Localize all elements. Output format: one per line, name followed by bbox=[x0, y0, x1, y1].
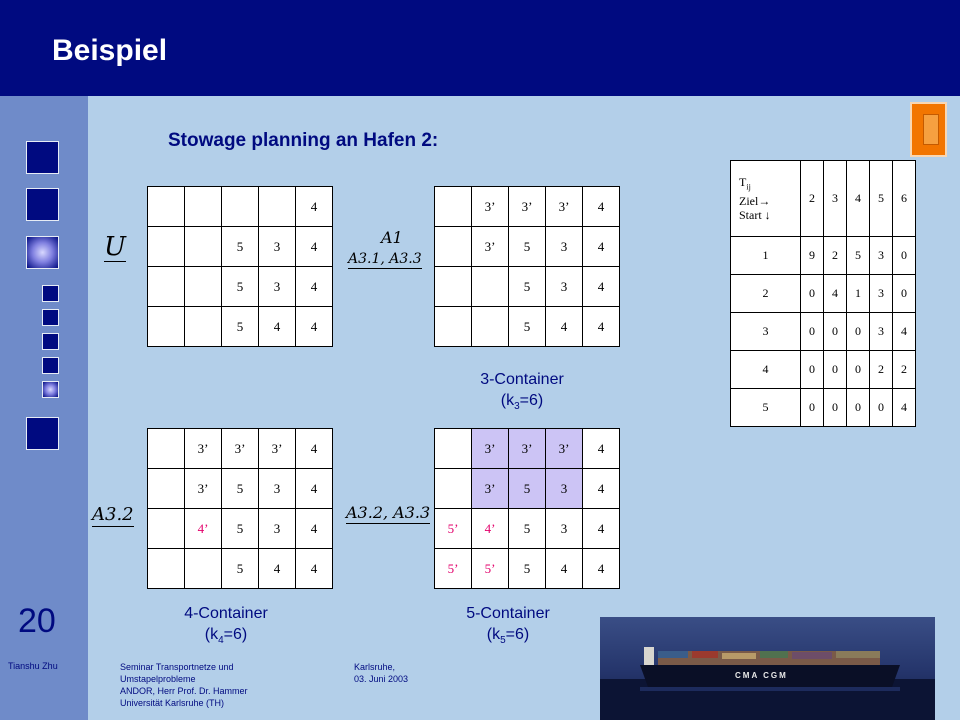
document-page-icon bbox=[923, 114, 939, 145]
grid-cell: 4 bbox=[296, 509, 333, 549]
tij-cell: 3 bbox=[870, 237, 893, 275]
grid-cell: 4 bbox=[583, 509, 620, 549]
grid-row bbox=[148, 549, 333, 589]
grid-cell: 4 bbox=[583, 307, 620, 347]
grid-cell: 5 bbox=[509, 549, 546, 589]
grid-cell: 4 bbox=[583, 429, 620, 469]
tij-cell: 0 bbox=[801, 313, 824, 351]
grid-cell bbox=[472, 267, 509, 307]
grid-cell: 3’ bbox=[509, 429, 546, 469]
tij-cell: 2 bbox=[870, 351, 893, 389]
grid-cell: 4 bbox=[296, 267, 333, 307]
tij-title: $T_{ij}$ bbox=[739, 174, 751, 192]
grid-cell: 3’ bbox=[259, 429, 296, 469]
caption-4-main: 4-Container bbox=[184, 605, 268, 622]
grid-cell: 5 bbox=[509, 227, 546, 267]
grid-cell: 4 bbox=[296, 307, 333, 347]
caption-4-container bbox=[156, 603, 296, 651]
label-a32-text: A3.2 bbox=[92, 504, 134, 525]
label-a32-a33-text: A3.2, A3.3 bbox=[346, 503, 431, 522]
grid-a32 bbox=[147, 428, 333, 589]
grid-cell: 3 bbox=[546, 509, 583, 549]
nav-subbutton-current[interactable] bbox=[42, 381, 59, 398]
grid-cell: 3 bbox=[546, 227, 583, 267]
tij-cell: 3 bbox=[870, 275, 893, 313]
grid-row bbox=[435, 509, 620, 549]
tij-row bbox=[731, 275, 916, 313]
grid-cell: 5 bbox=[222, 267, 259, 307]
grid-cell: 4 bbox=[296, 469, 333, 509]
slide-subtitle: Stowage planning an Hafen 2: bbox=[168, 130, 439, 151]
label-u-text: U bbox=[104, 232, 126, 262]
footer-date: 03. Juni 2003 bbox=[354, 674, 409, 684]
grid-cell bbox=[435, 429, 472, 469]
tij-row bbox=[731, 389, 916, 427]
grid-cell bbox=[148, 187, 185, 227]
tij-cell: 5 bbox=[847, 237, 870, 275]
grid-cell: 5’ bbox=[472, 549, 509, 589]
grid-cell bbox=[259, 187, 296, 227]
grid-row bbox=[435, 267, 620, 307]
grid-row bbox=[148, 509, 333, 549]
grid-cell: 3 bbox=[546, 267, 583, 307]
seminar-line-2: Umstapelprobleme bbox=[120, 674, 196, 684]
grid-cell: 5 bbox=[222, 307, 259, 347]
tij-col-header: 6 bbox=[893, 161, 916, 237]
tij-col-header: 3 bbox=[824, 161, 847, 237]
grid-cell bbox=[435, 227, 472, 267]
tij-cell: 0 bbox=[847, 313, 870, 351]
tij-cell: 2 bbox=[893, 351, 916, 389]
grid-cell: 4 bbox=[546, 549, 583, 589]
tij-row-header: 1 bbox=[731, 237, 801, 275]
grid-row bbox=[435, 429, 620, 469]
grid-cell bbox=[435, 307, 472, 347]
tij-cell: 4 bbox=[824, 275, 847, 313]
grid-row bbox=[148, 267, 333, 307]
tij-cell: 0 bbox=[847, 351, 870, 389]
grid-cell: 4 bbox=[296, 187, 333, 227]
grid-cell: 4’ bbox=[185, 509, 222, 549]
page-number: 20 bbox=[18, 602, 56, 640]
label-a32-a33-underline bbox=[346, 523, 430, 524]
grid-cell: 4 bbox=[583, 469, 620, 509]
grid-cell: 5 bbox=[222, 469, 259, 509]
caption-3-main: 3-Container bbox=[480, 371, 564, 388]
seminar-line-3: ANDOR, Herr Prof. Dr. Hammer bbox=[120, 686, 248, 696]
grid-row bbox=[148, 187, 333, 227]
tij-cell: 2 bbox=[824, 237, 847, 275]
label-a32-underline bbox=[92, 526, 134, 527]
tij-cell: 0 bbox=[824, 351, 847, 389]
tij-cell: 0 bbox=[801, 351, 824, 389]
grid-cell: 4 bbox=[296, 549, 333, 589]
tij-cell: 0 bbox=[893, 237, 916, 275]
grid-cell bbox=[185, 307, 222, 347]
grid-cell: 5 bbox=[509, 307, 546, 347]
grid-cell: 3’ bbox=[185, 429, 222, 469]
grid-row bbox=[435, 469, 620, 509]
grid-cell bbox=[148, 429, 185, 469]
nav-subbutton-3[interactable] bbox=[42, 333, 59, 350]
label-a32 bbox=[92, 506, 134, 527]
tij-cell: 0 bbox=[801, 389, 824, 427]
label-a32-a33 bbox=[346, 505, 430, 524]
grid-a33 bbox=[434, 428, 620, 589]
tij-cell: 0 bbox=[824, 313, 847, 351]
tij-row bbox=[731, 237, 916, 275]
caption-5-main: 5-Container bbox=[466, 605, 550, 622]
seminar-line-4: Universität Karlsruhe (TH) bbox=[120, 698, 225, 708]
tij-row-header: 4 bbox=[731, 351, 801, 389]
grid-cell: 4 bbox=[583, 267, 620, 307]
grid-cell: 3’ bbox=[222, 429, 259, 469]
transport-demand-table bbox=[730, 160, 916, 427]
grid-row bbox=[435, 227, 620, 267]
grid-cell: 3’ bbox=[472, 429, 509, 469]
tij-start-label: Start ↓ bbox=[739, 208, 771, 223]
container-ship-photo bbox=[600, 617, 935, 720]
grid-row bbox=[148, 429, 333, 469]
grid-cell: 5 bbox=[222, 227, 259, 267]
grid-cell: 3’ bbox=[509, 187, 546, 227]
label-a1 bbox=[348, 230, 422, 269]
tij-cell: 0 bbox=[801, 275, 824, 313]
caption-5-container bbox=[438, 603, 578, 651]
tij-cell: 0 bbox=[824, 389, 847, 427]
grid-cell bbox=[435, 469, 472, 509]
grid-cell: 4 bbox=[583, 549, 620, 589]
grid-cell: 3 bbox=[259, 267, 296, 307]
grid-a1 bbox=[434, 186, 620, 347]
label-a1-arrow bbox=[348, 268, 422, 269]
grid-cell bbox=[185, 267, 222, 307]
slide-title: Beispiel bbox=[52, 34, 168, 67]
grid-row bbox=[435, 549, 620, 589]
grid-cell bbox=[148, 267, 185, 307]
grid-cell: 3’ bbox=[546, 187, 583, 227]
tij-cell: 0 bbox=[870, 389, 893, 427]
grid-cell bbox=[435, 267, 472, 307]
author-name: Tianshu Zhu bbox=[8, 661, 58, 671]
tij-cell: 9 bbox=[801, 237, 824, 275]
tij-col-header: 5 bbox=[870, 161, 893, 237]
grid-row bbox=[435, 307, 620, 347]
tij-row bbox=[731, 351, 916, 389]
grid-cell: 4 bbox=[259, 307, 296, 347]
caption-3-container bbox=[452, 369, 592, 417]
grid-cell: 5 bbox=[222, 549, 259, 589]
grid-cell: 4 bbox=[583, 187, 620, 227]
seminar-line-1: Seminar Transportnetze und bbox=[120, 662, 234, 672]
grid-cell bbox=[148, 227, 185, 267]
tij-row-header: 5 bbox=[731, 389, 801, 427]
tij-row-header: 2 bbox=[731, 275, 801, 313]
grid-cell bbox=[435, 187, 472, 227]
tij-ziel-label: Ziel→ bbox=[739, 194, 771, 209]
nav-subbutton-2[interactable] bbox=[42, 309, 59, 326]
nav-subbutton-1[interactable] bbox=[42, 285, 59, 302]
nav-button-3[interactable] bbox=[26, 417, 59, 450]
grid-cell bbox=[148, 509, 185, 549]
tij-row-header: 3 bbox=[731, 313, 801, 351]
grid-cell bbox=[185, 549, 222, 589]
caption-5-sub: $(k_5=6)$ bbox=[486, 626, 530, 647]
footer-place: Karlsruhe, bbox=[354, 662, 396, 672]
grid-cell: 4 bbox=[583, 227, 620, 267]
nav-button-2[interactable] bbox=[26, 188, 59, 221]
grid-cell: 5 bbox=[222, 509, 259, 549]
grid-cell: 5 bbox=[509, 267, 546, 307]
grid-cell: 3’ bbox=[185, 469, 222, 509]
tij-header-row bbox=[731, 161, 916, 237]
grid-cell bbox=[472, 307, 509, 347]
tij-cell: 3 bbox=[870, 313, 893, 351]
ship-illustration bbox=[600, 617, 935, 720]
grid-cell: 3 bbox=[259, 227, 296, 267]
tij-cell: 0 bbox=[893, 275, 916, 313]
grid-cell: 3’ bbox=[472, 227, 509, 267]
grid-cell: 3 bbox=[259, 509, 296, 549]
tij-col-header: 4 bbox=[847, 161, 870, 237]
nav-button-1[interactable] bbox=[26, 141, 59, 174]
tij-col-header: 2 bbox=[801, 161, 824, 237]
grid-cell: 5 bbox=[509, 469, 546, 509]
grid-cell: 5’ bbox=[435, 549, 472, 589]
grid-cell: 3 bbox=[546, 469, 583, 509]
grid-cell: 3 bbox=[259, 469, 296, 509]
grid-cell: 4 bbox=[259, 549, 296, 589]
title-bar bbox=[0, 0, 960, 96]
nav-subbutton-4[interactable] bbox=[42, 357, 59, 374]
ship-hull-lettering: CMA CGM bbox=[735, 671, 788, 680]
grid-row bbox=[148, 469, 333, 509]
grid-cell: 3’ bbox=[472, 469, 509, 509]
tij-cell: 1 bbox=[847, 275, 870, 313]
grid-row bbox=[435, 187, 620, 227]
grid-cell bbox=[148, 307, 185, 347]
tij-cell: 4 bbox=[893, 313, 916, 351]
grid-cell: 5 bbox=[509, 509, 546, 549]
grid-cell: 4’ bbox=[472, 509, 509, 549]
grid-u bbox=[147, 186, 333, 347]
seminar-info bbox=[120, 661, 248, 709]
nav-button-current[interactable] bbox=[26, 236, 59, 269]
document-icon[interactable] bbox=[910, 102, 947, 157]
grid-cell bbox=[222, 187, 259, 227]
caption-4-sub: $(k_4=6)$ bbox=[204, 626, 248, 647]
grid-cell bbox=[148, 469, 185, 509]
grid-cell bbox=[185, 227, 222, 267]
tij-cell: 4 bbox=[893, 389, 916, 427]
tij-cell: 0 bbox=[847, 389, 870, 427]
grid-cell: 3’ bbox=[472, 187, 509, 227]
grid-cell: 4 bbox=[296, 429, 333, 469]
grid-row bbox=[148, 307, 333, 347]
grid-cell: 4 bbox=[296, 227, 333, 267]
label-a1-top: A1 bbox=[380, 228, 403, 247]
caption-3-sub: $(k_3=6)$ bbox=[500, 392, 544, 413]
label-u bbox=[104, 234, 126, 262]
grid-row bbox=[148, 227, 333, 267]
place-date bbox=[354, 661, 408, 685]
grid-cell: 4 bbox=[546, 307, 583, 347]
grid-cell: 3’ bbox=[546, 429, 583, 469]
tij-corner-cell bbox=[731, 161, 801, 237]
grid-cell bbox=[148, 549, 185, 589]
grid-cell: 5’ bbox=[435, 509, 472, 549]
label-a1-bottom: A3.1, A3.3 bbox=[348, 251, 422, 267]
tij-row bbox=[731, 313, 916, 351]
grid-cell bbox=[185, 187, 222, 227]
